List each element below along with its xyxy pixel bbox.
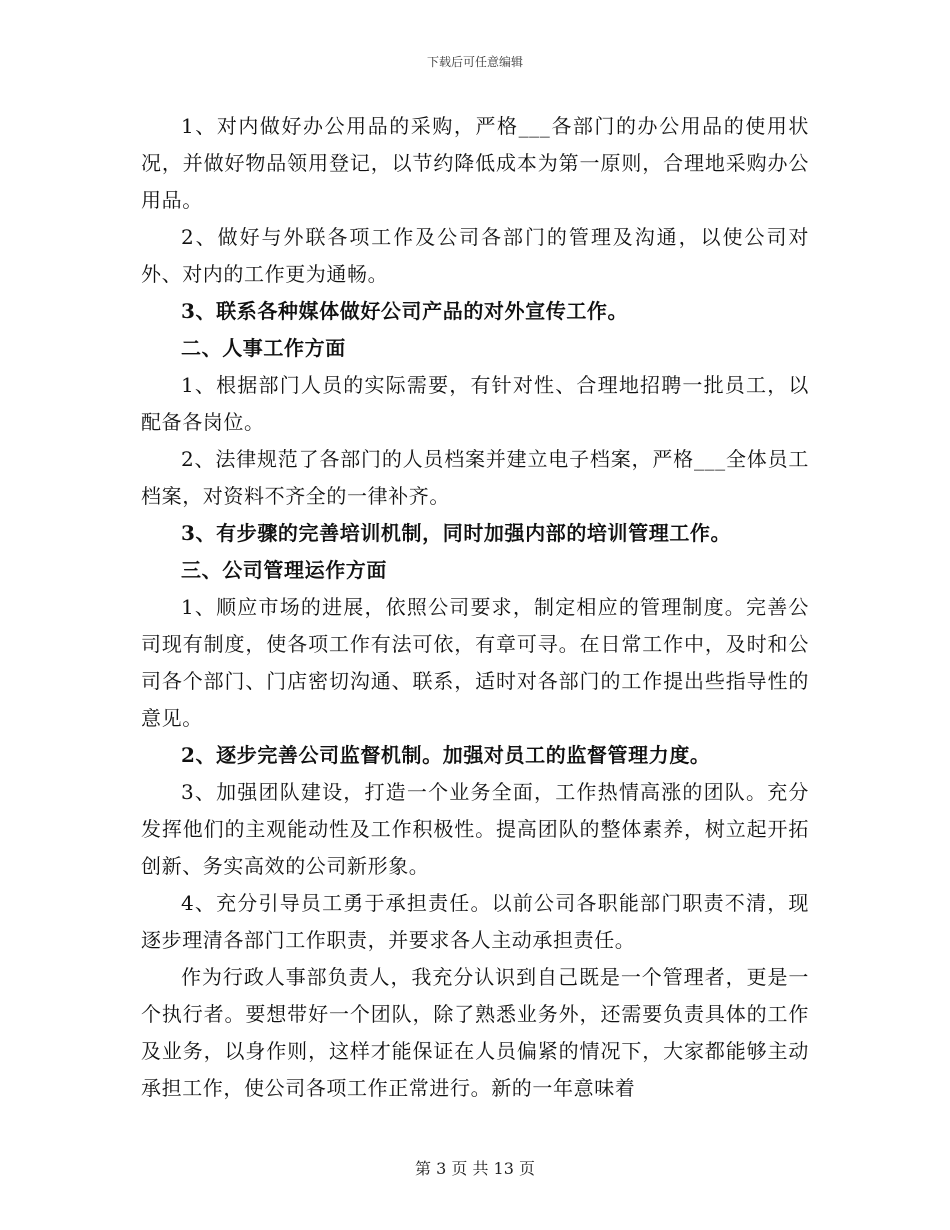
- paragraph-10-bold: 2、逐步完善公司监督机制。加强对员工的监督管理力度。: [181, 743, 711, 767]
- paragraph-6: 2、法律规范了各部门的人员档案并建立电子档案，严格___全体员工档案，对资料不齐全的一律补齐。: [141, 447, 809, 508]
- paragraph-9: 1、顺应市场的进展，依照公司要求，制定相应的管理制度。完善公司现有制度，使各项工作有法可依，有章可寻。在日常工作中，及时和公司各个部门、门店密切沟通、联系，适时对各部门的工作提出些指导性的意见。: [141, 595, 809, 730]
- page-header: 下载后可任意编辑: [426, 55, 523, 69]
- paragraph-12: 4、充分引导员工勇于承担责任。以前公司各职能部门职责不清，现逐步理清各部门工作职责，并要求各人主动承担责任。: [141, 891, 809, 952]
- paragraph-11: 3、加强团队建设，打造一个业务全面，工作热情高涨的团队。充分发挥他们的主观能动性及工作积极性。提高团队的整体素养，树立起开拓创新、务实高效的公司新形象。: [141, 780, 809, 878]
- section-heading-3: 三、公司管理运作方面: [181, 558, 387, 582]
- paragraph-13: 作为行政人事部负责人，我充分认识到自己既是一个管理者，更是一个执行者。要想带好一个团队，除了熟悉业务外，还需要负责具体的工作及业务，以身作则，这样才能保证在人员偏紧的情况下，大家都能够主动承担工作，使公司各项工作正常进行。新的一年意味着: [141, 965, 809, 1100]
- section-heading-2: 二、人事工作方面: [181, 336, 346, 360]
- paragraph-5: 1、根据部门人员的实际需要，有针对性、合理地招聘一批员工，以配备各岗位。: [141, 373, 809, 434]
- document-body: [141, 108, 809, 1107]
- paragraph-2: 2、做好与外联各项工作及公司各部门的管理及沟通，以使公司对外、对内的工作更为通畅。: [141, 225, 809, 286]
- paragraph-7-bold: 3、有步骤的完善培训机制，同时加强内部的培训管理工作。: [181, 521, 732, 545]
- page-footer: 第 3 页 共 13 页: [415, 1159, 535, 1178]
- paragraph-3-bold: 3、联系各种媒体做好公司产品的对外宣传工作。: [181, 299, 629, 323]
- paragraph-1: 1、对内做好办公用品的采购，严格___各部门的办公用品的使用状况，并做好物品领用登记，以节约降低成本为第一原则，合理地采购办公用品。: [141, 114, 809, 212]
